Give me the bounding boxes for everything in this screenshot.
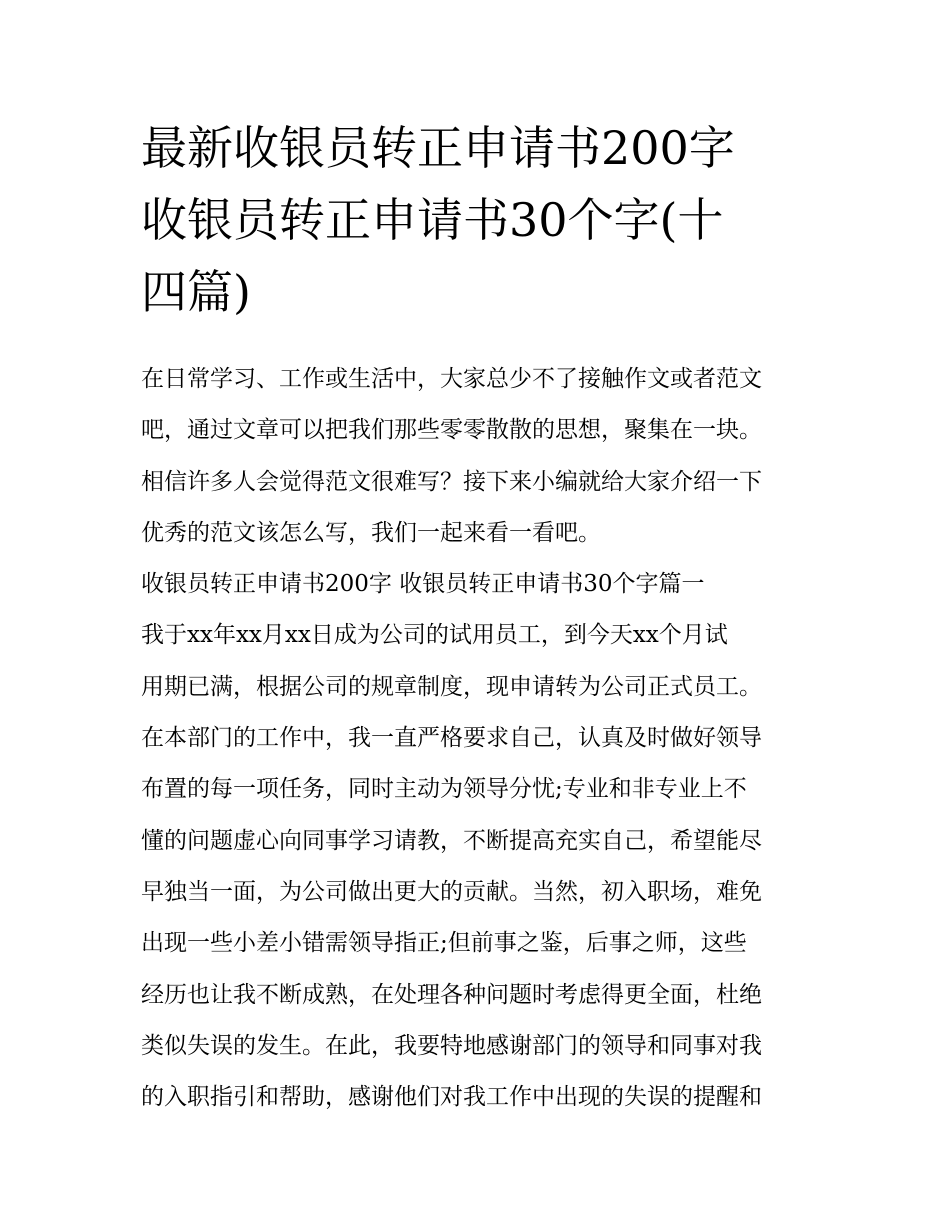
paragraph-line: 出现一些小差小错需领导指正;但前事之鉴，后事之师，这些 bbox=[141, 930, 747, 957]
paragraph-line: 布置的每一项任务，同时主动为领导分忧;专业和非专业上不 bbox=[141, 776, 747, 803]
paragraph-line: 用期已满，根据公司的规章制度，现申请转为公司正式员工。 bbox=[141, 673, 762, 700]
section-heading: 收银员转正申请书200字 收银员转正申请书30个字篇一 bbox=[141, 571, 705, 598]
document-body bbox=[141, 354, 821, 1123]
intro-line: 优秀的范文该怎么写，我们一起来看一看吧。 bbox=[141, 519, 601, 546]
intro-line: 相信许多人会觉得范文很难写？接下来小编就给大家介绍一下 bbox=[141, 468, 762, 495]
title-line: 最新收银员转正申请书200字 bbox=[141, 121, 735, 175]
paragraph-line: 的入职指引和帮助，感谢他们对我工作中出现的失误的提醒和 bbox=[141, 1084, 762, 1111]
intro-line: 吧，通过文章可以把我们那些零零散散的思想，聚集在一块。 bbox=[141, 417, 762, 444]
paragraph-line: 我于xx年xx月xx日成为公司的试用员工，到今天xx个月试 bbox=[141, 622, 728, 649]
paragraph-line: 类似失误的发生。在此，我要特地感谢部门的领导和同事对我 bbox=[141, 1032, 762, 1059]
paragraph-line: 懂的问题虚心向同事学习请教，不断提高充实自己，希望能尽 bbox=[141, 827, 762, 854]
paragraph-line: 早独当一面，为公司做出更大的贡献。当然，初入职场，难免 bbox=[141, 878, 762, 905]
document-title bbox=[141, 112, 821, 328]
title-line: 四篇) bbox=[141, 265, 251, 319]
intro-line: 在日常学习、工作或生活中，大家总少不了接触作文或者范文 bbox=[141, 366, 762, 392]
paragraph-line: 在本部门的工作中，我一直严格要求自己，认真及时做好领导 bbox=[141, 725, 762, 752]
paragraph-line: 经历也让我不断成熟，在处理各种问题时考虑得更全面，杜绝 bbox=[141, 981, 762, 1008]
title-line: 收银员转正申请书30个字(十 bbox=[141, 193, 724, 247]
